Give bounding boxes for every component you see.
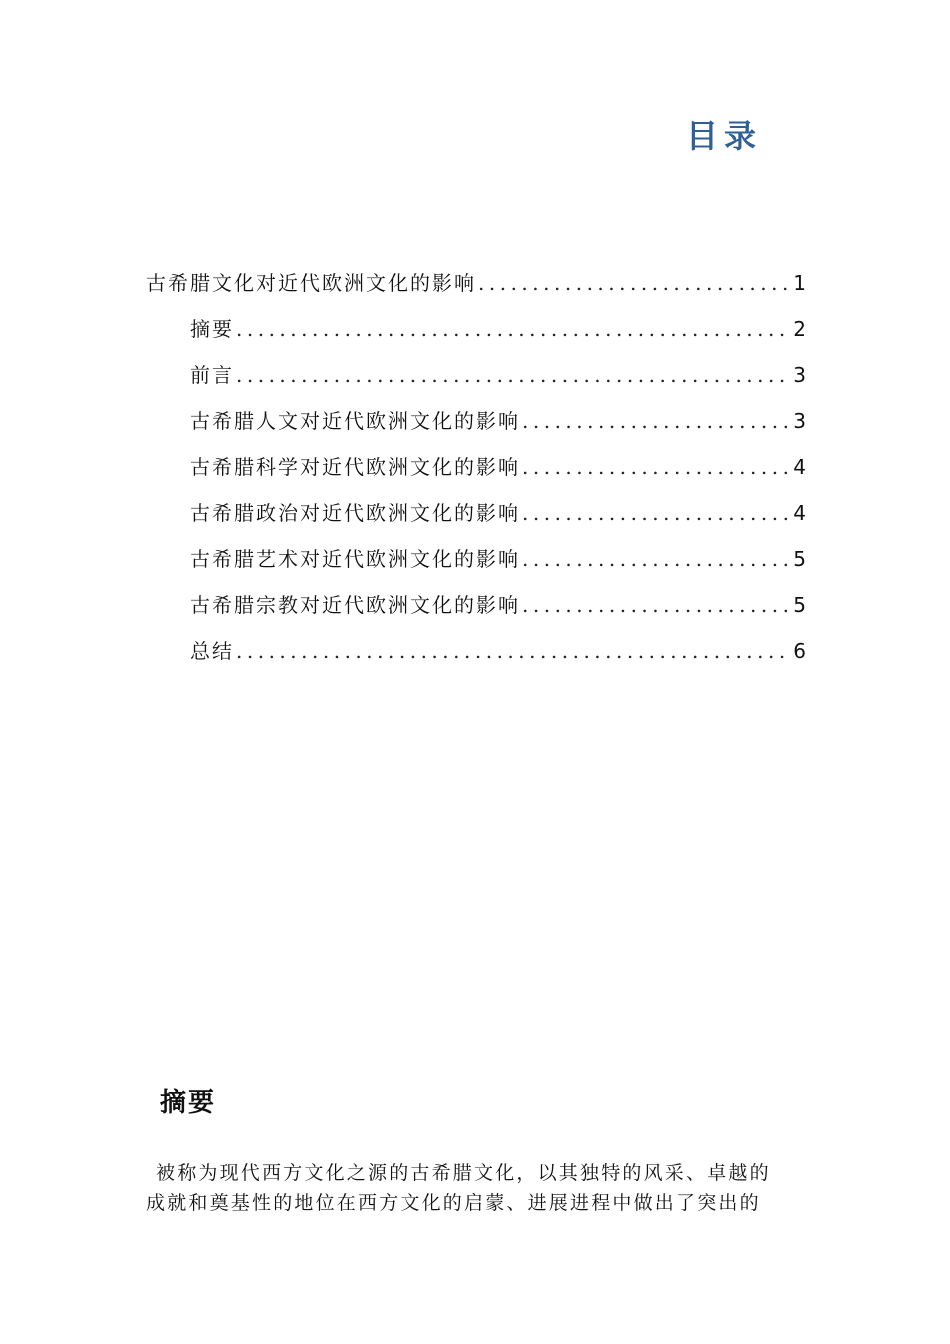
- toc-entry-label: 摘要: [190, 317, 234, 341]
- dot-leader: [236, 312, 791, 346]
- toc-entry-label: 古希腊科学对近代欧洲文化的影响: [190, 455, 520, 479]
- toc-entry[interactable]: [146, 266, 806, 312]
- toc-entry-page: 4: [793, 455, 806, 479]
- toc-entry[interactable]: [146, 542, 806, 588]
- table-of-contents: [146, 266, 806, 680]
- toc-entry-page: 3: [793, 409, 806, 433]
- toc-entry[interactable]: [146, 634, 806, 680]
- abstract-heading: 摘要: [160, 1088, 217, 1118]
- toc-entry-label: 古希腊宗教对近代欧洲文化的影响: [190, 593, 520, 617]
- dot-leader: [522, 588, 791, 622]
- toc-entry-label: 古希腊政治对近代欧洲文化的影响: [190, 501, 520, 525]
- toc-entry-label: 古希腊艺术对近代欧洲文化的影响: [190, 547, 520, 571]
- abstract-line: 成就和奠基性的地位在西方文化的启蒙、进展进程中做出了突出的: [146, 1192, 761, 1214]
- abstract-line: 被称为现代西方文化之源的古希腊文化，以其独特的风采、卓越的: [156, 1162, 771, 1184]
- dot-leader: [478, 266, 791, 300]
- toc-entry[interactable]: [146, 588, 806, 634]
- toc-entry-page: 5: [793, 593, 806, 617]
- abstract-body: [146, 1158, 808, 1218]
- toc-entry[interactable]: [146, 358, 806, 404]
- toc-entry-page: 4: [793, 501, 806, 525]
- toc-entry-page: 3: [793, 363, 806, 387]
- toc-entry-page: 2: [793, 317, 806, 341]
- toc-entry-label: 古希腊文化对近代欧洲文化的影响: [146, 271, 476, 295]
- toc-entry-page: 6: [793, 639, 806, 663]
- toc-entry[interactable]: [146, 312, 806, 358]
- toc-title: 目录: [686, 117, 763, 155]
- dot-leader: [522, 496, 791, 530]
- toc-entry-label: 古希腊人文对近代欧洲文化的影响: [190, 409, 520, 433]
- toc-entry[interactable]: [146, 496, 806, 542]
- toc-entry[interactable]: [146, 404, 806, 450]
- toc-entry-label: 前言: [190, 363, 234, 387]
- toc-entry-page: 1: [793, 271, 806, 295]
- dot-leader: [522, 404, 791, 438]
- toc-entry-label: 总结: [190, 639, 234, 663]
- dot-leader: [236, 358, 791, 392]
- dot-leader: [236, 634, 791, 668]
- toc-entry-page: 5: [793, 547, 806, 571]
- dot-leader: [522, 542, 791, 576]
- toc-entry[interactable]: [146, 450, 806, 496]
- dot-leader: [522, 450, 791, 484]
